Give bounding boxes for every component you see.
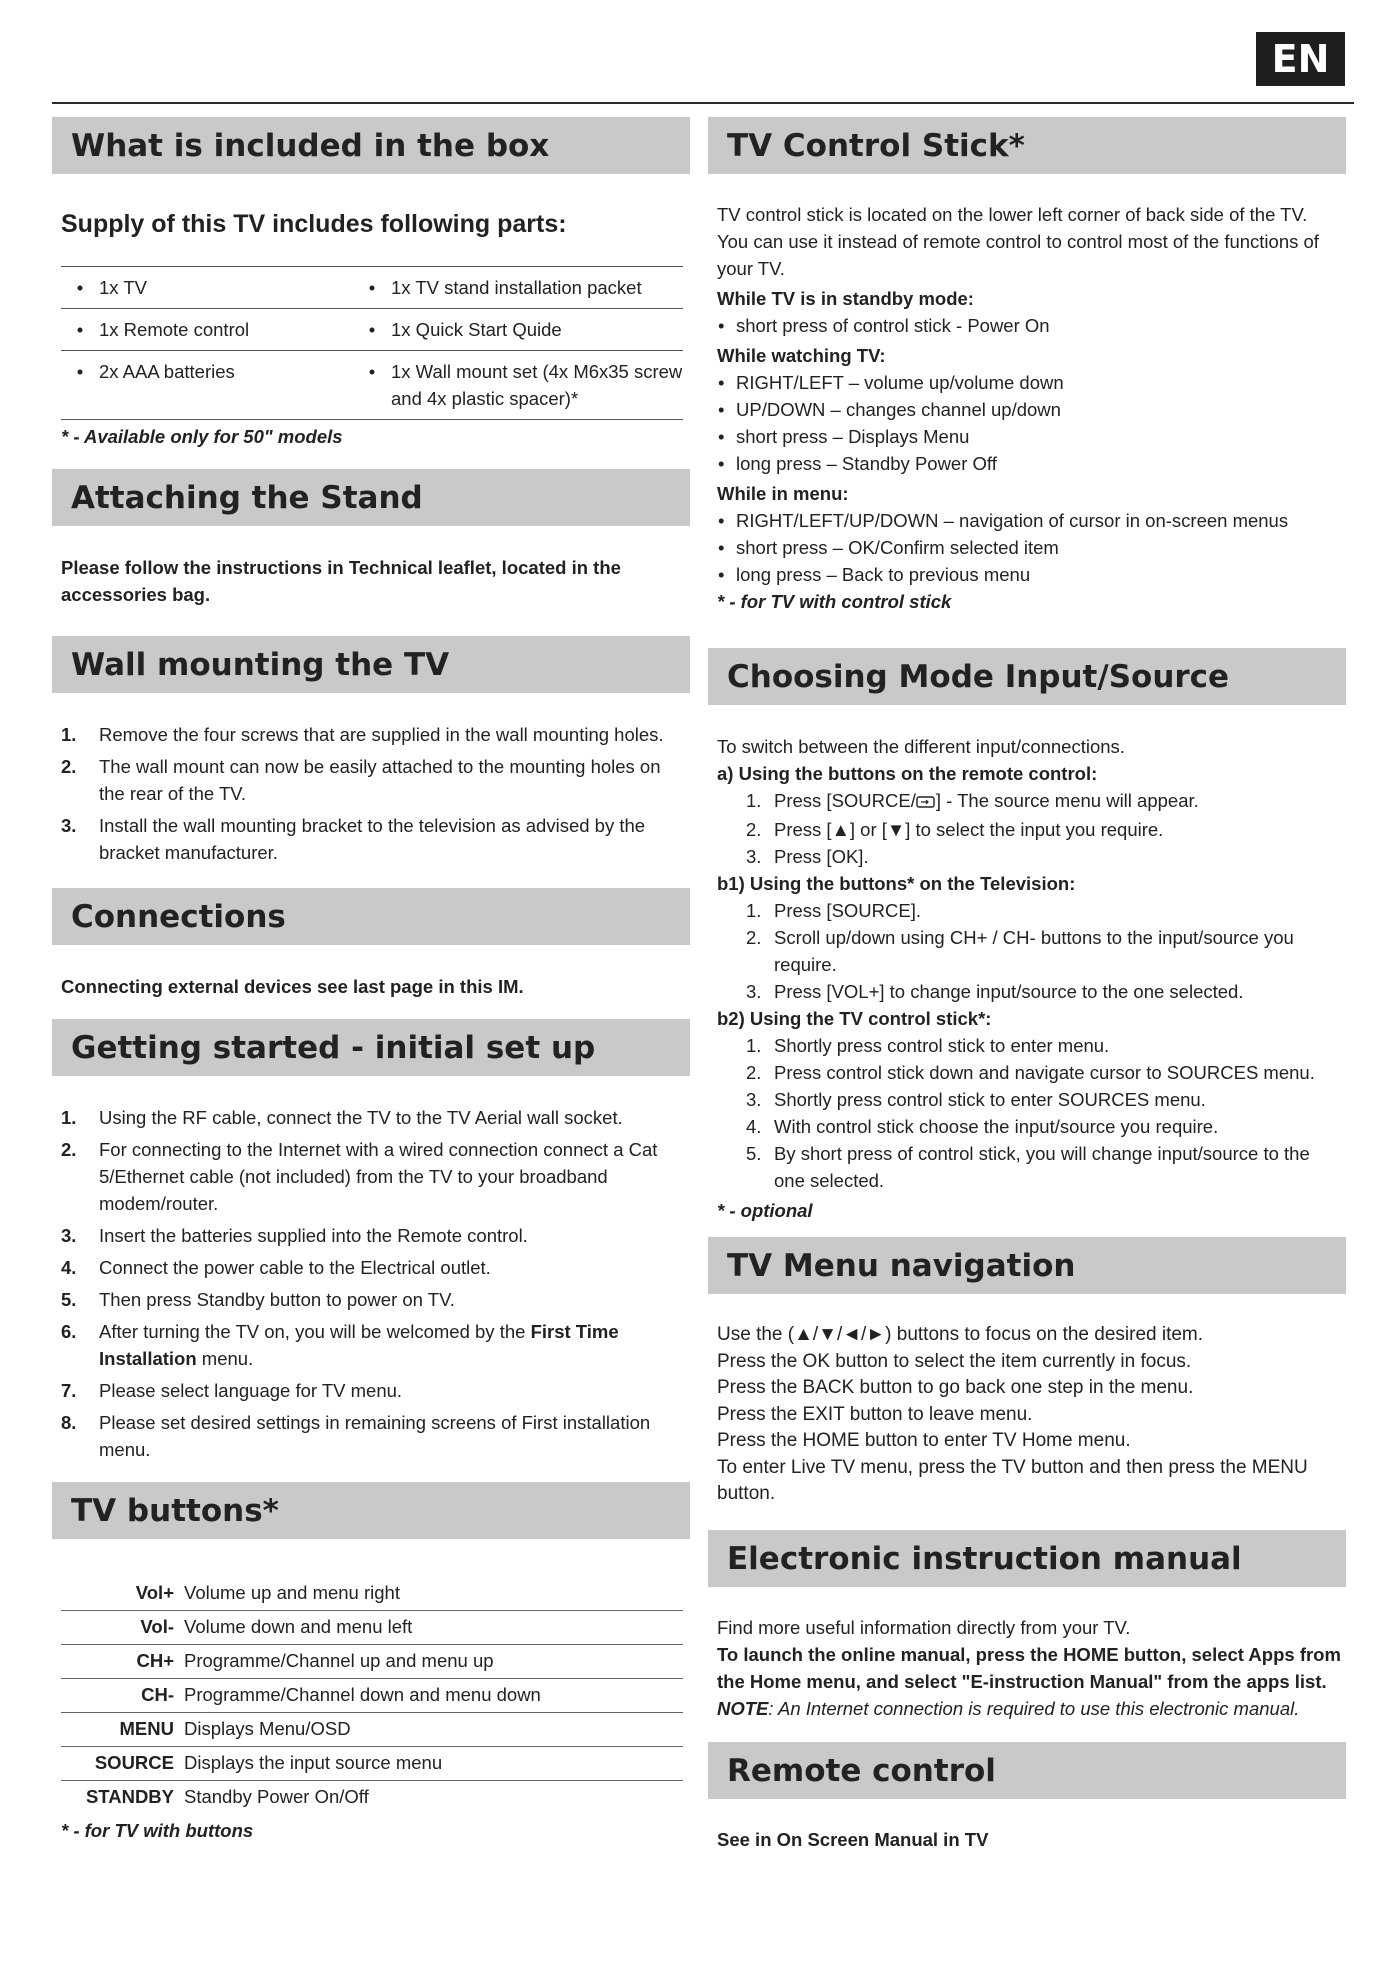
source-input-icon xyxy=(916,789,936,816)
bullet-item: • short press – Displays Menu xyxy=(717,423,1342,450)
step-item xyxy=(61,1104,686,1131)
parts-row xyxy=(61,309,683,351)
sub-step-item xyxy=(717,787,1342,816)
sub-step-item xyxy=(717,1032,1342,1059)
step-text: Then press Standby button to power on TV. xyxy=(99,1289,455,1310)
menu-nav-line: To enter Live TV menu, press the TV button and then press the MENU button. xyxy=(717,1456,1308,1504)
emanual-note xyxy=(717,1695,1347,1722)
step-number: 1. xyxy=(746,900,762,921)
bullet-icon: • xyxy=(353,267,391,309)
step-number: 3. xyxy=(746,846,762,867)
bullet-item: • long press – Back to previous menu xyxy=(717,561,1342,588)
source-intro: To switch between the different input/connections. xyxy=(717,736,1125,757)
connections-text: Connecting external devices see last page in this IM. xyxy=(61,976,524,997)
step-text: Using the RF cable, connect the TV to the TV Aerial wall socket. xyxy=(99,1107,623,1128)
button-row xyxy=(61,1645,683,1679)
stand-text: Please follow the instructions in Technical leaflet, located in the accessories bag. xyxy=(61,557,621,605)
emanual-line2: To launch the online manual, press the HOME button, select Apps from the Home menu, and select "E-instruction Manual" from the apps list. xyxy=(717,1644,1341,1692)
remote-text: See in On Screen Manual in TV xyxy=(717,1829,989,1850)
sub-step-item xyxy=(717,924,1342,978)
part-item: 2x AAA batteries xyxy=(99,351,353,420)
button-row xyxy=(61,1747,683,1781)
sub-step-item xyxy=(717,816,1342,843)
sub-step-item xyxy=(717,1140,1342,1194)
part-item: 1x Remote control xyxy=(99,309,353,351)
bullet-item: • RIGHT/LEFT – volume up/volume down xyxy=(717,369,1342,396)
button-desc: Programme/Channel up and menu up xyxy=(184,1645,683,1679)
step-item xyxy=(61,1136,686,1217)
sub-step-item xyxy=(717,843,1342,870)
parts-row xyxy=(61,267,683,309)
box-parts-table xyxy=(61,266,683,420)
box-subtitle: Supply of this TV includes following parts: xyxy=(61,210,567,238)
step-number: 1. xyxy=(61,724,77,745)
emanual-note-text: : An Internet connection is required to use this electronic manual. xyxy=(768,1698,1300,1719)
step-text: Install the wall mounting bracket to the television as advised by the bracket manufacturer. xyxy=(99,815,646,863)
step-number: 4. xyxy=(746,1116,762,1137)
step-text-post: ] - The source menu will appear. xyxy=(935,790,1199,811)
source-a-head: a) Using the buttons on the remote control: xyxy=(717,763,1098,784)
button-row xyxy=(61,1713,683,1747)
button-row xyxy=(61,1611,683,1645)
section-header-box: What is included in the box xyxy=(52,117,690,174)
sub-step-item xyxy=(717,978,1342,1005)
section-header-stick: TV Control Stick* xyxy=(708,117,1346,174)
step-number: 2. xyxy=(746,819,762,840)
bullet-icon: • xyxy=(353,309,391,351)
section-header-stand: Attaching the Stand xyxy=(52,469,690,526)
section-header-remote: Remote control xyxy=(708,1742,1346,1799)
parts-row xyxy=(61,351,683,420)
button-key: Vol+ xyxy=(61,1577,184,1611)
step-text: Please set desired settings in remaining screens of First installation menu. xyxy=(99,1412,651,1460)
menu-nav-line: Use the (▲/▼/◄/►) buttons to focus on the desired item. xyxy=(717,1324,1204,1345)
sub-step-item xyxy=(717,1059,1342,1086)
buttons-table xyxy=(61,1577,683,1814)
step-text-bold: First Time Installation xyxy=(99,1321,619,1369)
step-text-pre: After turning the TV on, you will be welcomed by the xyxy=(99,1321,531,1342)
step-number: 1. xyxy=(746,1035,762,1056)
step-number: 7. xyxy=(61,1380,77,1401)
menu-nav-line: Press the EXIT button to leave menu. xyxy=(717,1403,1033,1425)
step-number: 4. xyxy=(61,1257,77,1278)
step-text: Press [OK]. xyxy=(774,846,869,867)
step-text: Press [▲] or [▼] to select the input you require. xyxy=(774,819,1164,840)
sub-step-item xyxy=(717,897,1342,924)
box-note: * - Available only for 50" models xyxy=(61,426,343,447)
step-text-pre: Press [SOURCE/ xyxy=(774,790,916,811)
bullet-item: • UP/DOWN – changes channel up/down xyxy=(717,396,1342,423)
button-key: Vol- xyxy=(61,1611,184,1645)
menu-nav-body xyxy=(717,1322,1347,1508)
button-desc: Displays Menu/OSD xyxy=(184,1713,683,1747)
step-item xyxy=(61,1254,686,1281)
step-number: 2. xyxy=(61,756,77,777)
bullet-icon: • xyxy=(61,309,99,351)
part-item: 1x Quick Start Quide xyxy=(391,309,683,351)
source-b1-head: b1) Using the buttons* on the Television: xyxy=(717,873,1076,894)
step-number: 3. xyxy=(61,1225,77,1246)
step-text: By short press of control stick, you will change input/source to the one selected. xyxy=(774,1143,1310,1191)
menu-nav-line: Press the OK button to select the item currently in focus. xyxy=(717,1350,1192,1372)
step-item xyxy=(61,1222,686,1249)
setup-steps xyxy=(61,1104,686,1468)
step-number: 5. xyxy=(61,1289,77,1310)
stick-watch-head: While watching TV: xyxy=(717,345,886,366)
button-desc: Volume down and menu left xyxy=(184,1611,683,1645)
step-number: 8. xyxy=(61,1412,77,1433)
sub-step-item xyxy=(717,1086,1342,1113)
step-number: 1. xyxy=(61,1107,77,1128)
button-desc: Programme/Channel down and menu down xyxy=(184,1679,683,1713)
stick-note: * - for TV with control stick xyxy=(717,591,952,612)
step-text: Please select language for TV menu. xyxy=(99,1380,403,1401)
emanual-body xyxy=(717,1614,1347,1722)
step-text: Shortly press control stick to enter SOURCES menu. xyxy=(774,1089,1206,1110)
button-key: CH+ xyxy=(61,1645,184,1679)
button-row xyxy=(61,1577,683,1611)
step-text-post: menu. xyxy=(196,1348,254,1369)
bullet-icon: • xyxy=(61,267,99,309)
section-header-setup: Getting started - initial set up xyxy=(52,1019,690,1076)
bullet-icon: • xyxy=(353,351,391,420)
step-item xyxy=(61,1286,686,1313)
sub-step-item xyxy=(717,1113,1342,1140)
step-text: Insert the batteries supplied into the Remote control. xyxy=(99,1225,528,1246)
bullet-item: • long press – Standby Power Off xyxy=(717,450,1342,477)
bullet-item: • short press of control stick - Power On xyxy=(717,312,1342,339)
step-text: Shortly press control stick to enter menu. xyxy=(774,1035,1110,1056)
part-item: 1x TV stand installation packet xyxy=(391,267,683,309)
step-item xyxy=(61,753,686,807)
step-text: Press [VOL+] to change input/source to the one selected. xyxy=(774,981,1244,1002)
bullet-item: • short press – OK/Confirm selected item xyxy=(717,534,1342,561)
stick-menu-head: While in menu: xyxy=(717,483,849,504)
button-key: CH- xyxy=(61,1679,184,1713)
step-number: 2. xyxy=(746,1062,762,1083)
top-divider xyxy=(52,102,1354,104)
menu-nav-line: Press the BACK button to go back one step in the menu. xyxy=(717,1377,1194,1398)
step-text: Press control stick down and navigate cursor to SOURCES menu. xyxy=(774,1062,1315,1083)
button-row xyxy=(61,1679,683,1713)
step-text: The wall mount can now be easily attached to the mounting holes on the rear of the TV. xyxy=(99,756,661,804)
step-number: 2. xyxy=(61,1139,77,1160)
bullet-icon: • xyxy=(61,351,99,420)
step-number: 3. xyxy=(746,1089,762,1110)
section-header-wall: Wall mounting the TV xyxy=(52,636,690,693)
step-number: 3. xyxy=(746,981,762,1002)
button-row xyxy=(61,1781,683,1815)
section-header-emanual: Electronic instruction manual xyxy=(708,1530,1346,1587)
buttons-note: * - for TV with buttons xyxy=(61,1820,254,1841)
source-body xyxy=(717,733,1342,1224)
stick-standby-head: While TV is in standby mode: xyxy=(717,288,974,309)
step-text: Connect the power cable to the Electrical outlet. xyxy=(99,1257,491,1278)
wall-steps xyxy=(61,721,686,871)
section-header-connections: Connections xyxy=(52,888,690,945)
part-item: 1x Wall mount set (4x M6x35 screw and 4x plastic spacer)* xyxy=(391,351,683,420)
button-desc: Displays the input source menu xyxy=(184,1747,683,1781)
step-item xyxy=(61,1409,686,1463)
step-number: 5. xyxy=(746,1143,762,1164)
step-number: 3. xyxy=(61,815,77,836)
button-key: SOURCE xyxy=(61,1747,184,1781)
language-badge: EN xyxy=(1256,32,1345,86)
step-number: 1. xyxy=(746,790,762,811)
button-desc: Volume up and menu right xyxy=(184,1577,683,1611)
button-key: STANDBY xyxy=(85,1786,174,1807)
stick-body xyxy=(717,201,1342,615)
button-desc: Standby Power On/Off xyxy=(184,1786,369,1807)
step-text: Scroll up/down using CH+ / CH- buttons to the input/source you require. xyxy=(774,927,1294,975)
emanual-line1: Find more useful information directly from your TV. xyxy=(717,1617,1131,1638)
emanual-note-label: NOTE xyxy=(717,1698,769,1719)
step-item xyxy=(61,1318,686,1372)
section-header-source: Choosing Mode Input/Source xyxy=(708,648,1346,705)
stick-intro: TV control stick is located on the lower left corner of back side of the TV. You can use it instead of remote control to control most of the functions of your TV. xyxy=(717,204,1319,279)
step-number: 6. xyxy=(61,1321,77,1342)
section-header-buttons: TV buttons* xyxy=(52,1482,690,1539)
step-item xyxy=(61,812,686,866)
source-note: * - optional xyxy=(717,1200,813,1221)
step-text: Press [SOURCE]. xyxy=(774,900,921,921)
button-key: MENU xyxy=(61,1713,184,1747)
section-header-menu-nav: TV Menu navigation xyxy=(708,1237,1346,1294)
step-number: 2. xyxy=(746,927,762,948)
part-item: 1x TV xyxy=(99,267,353,309)
step-item xyxy=(61,721,686,748)
step-text: For connecting to the Internet with a wired connection connect a Cat 5/Ethernet cable (not included) from the TV to your broadband modem/router. xyxy=(99,1139,658,1214)
step-text: With control stick choose the input/source you require. xyxy=(774,1116,1219,1137)
menu-nav-line: Press the HOME button to enter TV Home menu. xyxy=(717,1430,1131,1451)
step-item xyxy=(61,1377,686,1404)
source-b2-head: b2) Using the TV control stick*: xyxy=(717,1008,992,1029)
bullet-item: • RIGHT/LEFT/UP/DOWN – navigation of cursor in on-screen menus xyxy=(717,507,1342,534)
step-text: Remove the four screws that are supplied in the wall mounting holes. xyxy=(99,724,664,745)
